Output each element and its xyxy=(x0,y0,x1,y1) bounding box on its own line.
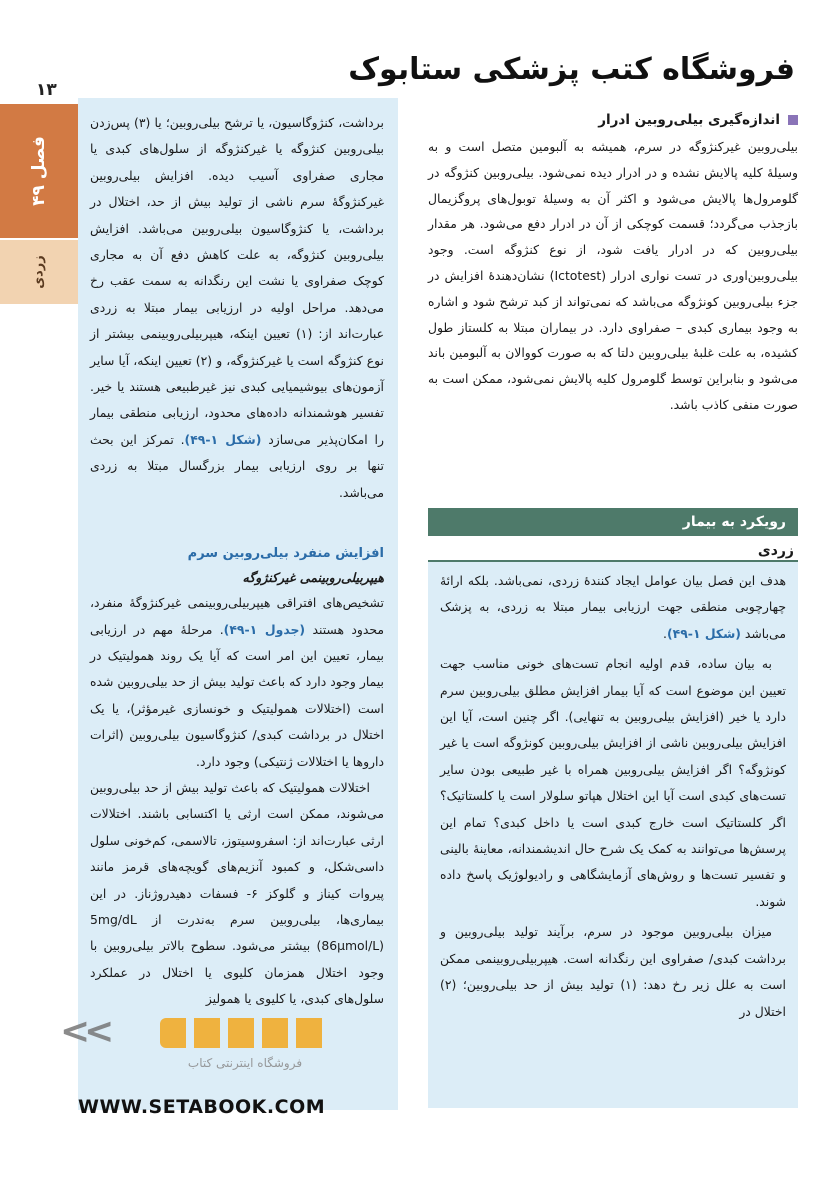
chapter-tab xyxy=(0,104,78,238)
section-body: بیلی‌روبین غیرکنژوگه در سرم، همیشه به آلبومین متصل است و به وسیلهٔ کلیه پالایش نشده و در ادرار دیده نمی‌شود. بیلی‌روبین کنژوگه در گلومرول‌ها پالایش می‌شود و اکثر آن به وسیلهٔ توبول‌های پروگزیمال بازجذب می‌گردد؛ قسمت کوچکی از آن در ادرار دفع می‌شود. هر مقدار بیلی‌روبین که در ادرار یافت شود، از نوع کنژوگه است. وجود بیلی‌روبین‌اوری در تست نواری ادرار (Ictotest) نشان‌دهندهٔ افزایش در جزء بیلی‌روبین کونژوگه می‌باشد که نمی‌تواند از کبد ترشح شود و اشاره به وجود بیماری کبدی – صفراوی دارد. در بیماران مبتلا به کلستاز طول کشیده، به علت غلبهٔ بیلی‌روبین دلتا که به صورت کووالان به آلبومین باند می‌شود و بنابراین توسط گلومرول کلیه پالایش نمی‌شود، ممکن است به صورت منفی کاذب باشد. xyxy=(428,139,798,412)
approach-paragraph-1-end: . xyxy=(663,625,667,641)
chevron-logo-icon: << xyxy=(60,1011,109,1052)
approach-subtitle: زردی xyxy=(757,543,794,559)
square-bullet-icon xyxy=(788,115,798,125)
right-column xyxy=(428,108,798,418)
left-paragraph-1-end: . تمرکز این بحث تنها بر روی ارزیابی بیمار بزرگسال مبتلا به زردی می‌باشد. xyxy=(90,431,384,500)
approach-paragraph-2: به بیان ساده، قدم اولیه انجام تست‌های خونی مناسب جهت تعیین این موضوع است که آیا بیمار افزایش مطلق بیلی‌روبین سرم دارد یا خیر (افزایش بیلی‌روبین به تنهایی). اگر چنین است، آیا این افزایش بیلی‌روبین ناشی از افزایش بیلی‌روبین کونژوگه است یا غیر کونژوگه؟ اگر افزایش بیلی‌روبین همراه با غیر طبیعی بودن سایر تست‌های کبدی است آیا این اختلال هپاتو سلولار است یا کلستاتیک؟ اگر کلستاتیک است خارج کبدی است یا داخل کبدی؟ تمام این پرسش‌ها می‌توانند به کمک یک شرح حال اندیشمندانه، معاینهٔ بالینی و تفسیر تست‌ها و روش‌های آزمایشگاهی و رادیولوژیک پاسخ داده شوند. xyxy=(440,656,786,909)
chapter-tab-label: فصل ۴۹ xyxy=(29,136,49,206)
setabook-logo xyxy=(60,1012,360,1092)
page-title: فروشگاه کتب پزشکی ستابوک xyxy=(348,52,795,87)
page-number: ۱۳ xyxy=(36,80,57,100)
approach-box xyxy=(428,560,798,1108)
left-paragraph-2-end: . مرحلهٔ مهم در ارزیابی بیمار، تعیین این امر است که آیا یک روند همولیتیک در بیمار وجود دارد که باعث تولید بیش از حد بیلی‌روبین شده است (اختلالات همولیتیک و خونسازی غیرمؤثر)، یا یک اختلال در برداشت کبدی/ کنژوگاسیون بیلی‌روبین (اثرات داروها یا اختلالات ژنتیکی) وجود دارد. xyxy=(90,621,384,769)
left-paragraph-1 xyxy=(90,110,384,506)
logo-subtitle: فروشگاه اینترنتی کتاب xyxy=(187,1056,303,1070)
left-paragraph-3: اختلالات همولیتیک که باعث تولید بیش از حد بیلی‌روبین می‌شوند، ممکن است ارثی یا اکتسابی باشند. اختلالات ارثی عبارت‌اند از: اسفروسیتوز، تالاسمی، کم‌خونی سلول داسی‌شکل، و کمبود آنزیم‌های گویچه‌های قرمز مانند پیروات کیناز و گلوکز ۶- فسفات دهیدروژناز. در این بیماری‌ها، بیلی‌روبین سرم به‌ندرت از 5mg/dL (86μmol/L) بیشتر می‌شود. سطوح بالاتر بیلی‌روبین با وجود اختلال همزمان کلیوی یا اختلال در عملکرد سلول‌های کبدی، یا کلیوی یا همولیز xyxy=(90,779,384,1007)
left-paragraph-2 xyxy=(90,590,384,775)
left-paragraph-2-text: تشخیص‌های افتراقی هیپربیلی‌روبینمی غیرکنژوگهٔ منفرد، محدود هستند xyxy=(90,595,384,637)
logo-bars xyxy=(160,1018,330,1048)
subsection-heading: افزایش منفرد بیلی‌روبین سرم xyxy=(187,546,384,562)
approach-paragraph-3: میزان بیلی‌روبین موجود در سرم، برآیند تولید بیلی‌روبین و برداشت کبدی/ صفراوی این رنگدانه است. هیپربیلی‌روبینمی ممکن است به علل زیر رخ دهد: (۱) تولید بیش از حد بیلی‌روبین؛ (۲) اختلال در xyxy=(440,924,786,1019)
approach-heading-bar: رویکرد به بیمار xyxy=(428,508,798,536)
section-heading-text: اندازه‌گیری بیلی‌روبین ادرار xyxy=(598,112,780,128)
approach-paragraph-1-text: هدف این فصل بیان عوامل ایجاد کنندهٔ زردی، نمی‌باشد. بلکه ارائهٔ چهارچوبی منطقی جهت ارزیابی بیمار مبتلا به زردی، به پزشک می‌باشد xyxy=(440,573,786,641)
approach-paragraph-1 xyxy=(440,568,786,647)
topic-tab-label: زردی xyxy=(31,255,47,289)
section-heading xyxy=(428,108,798,132)
table-reference: (جدول ۱-۴۹) xyxy=(223,621,306,637)
figure-reference: (شکل ۱-۴۹) xyxy=(184,431,262,447)
approach-figure-reference: (شکل ۱-۴۹) xyxy=(666,625,741,641)
topic-tab xyxy=(0,240,78,304)
subsection-subheading: هیپربیلی‌روبینمی غیرکنژوگه xyxy=(242,570,384,586)
website-url[interactable]: WWW.SETABOOK.COM xyxy=(78,1096,326,1118)
left-paragraph-1-text: برداشت، کنژوگاسیون، یا ترشح بیلی‌روبین؛ یا (۳) پس‌زدن بیلی‌روبین کنژوگه یا غیرکنژوگه از سلول‌های کبدی یا مجاری صفراوی آسیب دیده. افزایش بیلی‌روبین غیرکنژوگهٔ سرم ناشی از تولید بیش از حد، اختلال در برداشت، یا کنژوگاسیون بیلی‌روبین می‌باشد. افزایش بیلی‌روبین کنژوگه، به علت کاهش دفع آن به مجاری کوچک صفراوی یا نشت این رنگدانه به سمت عقب رخ می‌دهد. مراحل اولیه در ارزیابی بیمار مبتلا به زردی عبارت‌اند از: (۱) تعیین اینکه، هیپربیلی‌روبینمی بیشتر از نوع کنژوگه است یا غیرکنژوگه، و (۲) تعیین اینکه، آیا سایر آزمون‌های بیوشیمیایی کبدی نیز غیرطبیعی هستند یا خیر. تفسیر هوشمندانه داده‌های محدود، ارزیابی منطقی بیمار را امکان‌پذیر می‌سازد xyxy=(90,115,385,447)
left-column xyxy=(78,98,398,1110)
